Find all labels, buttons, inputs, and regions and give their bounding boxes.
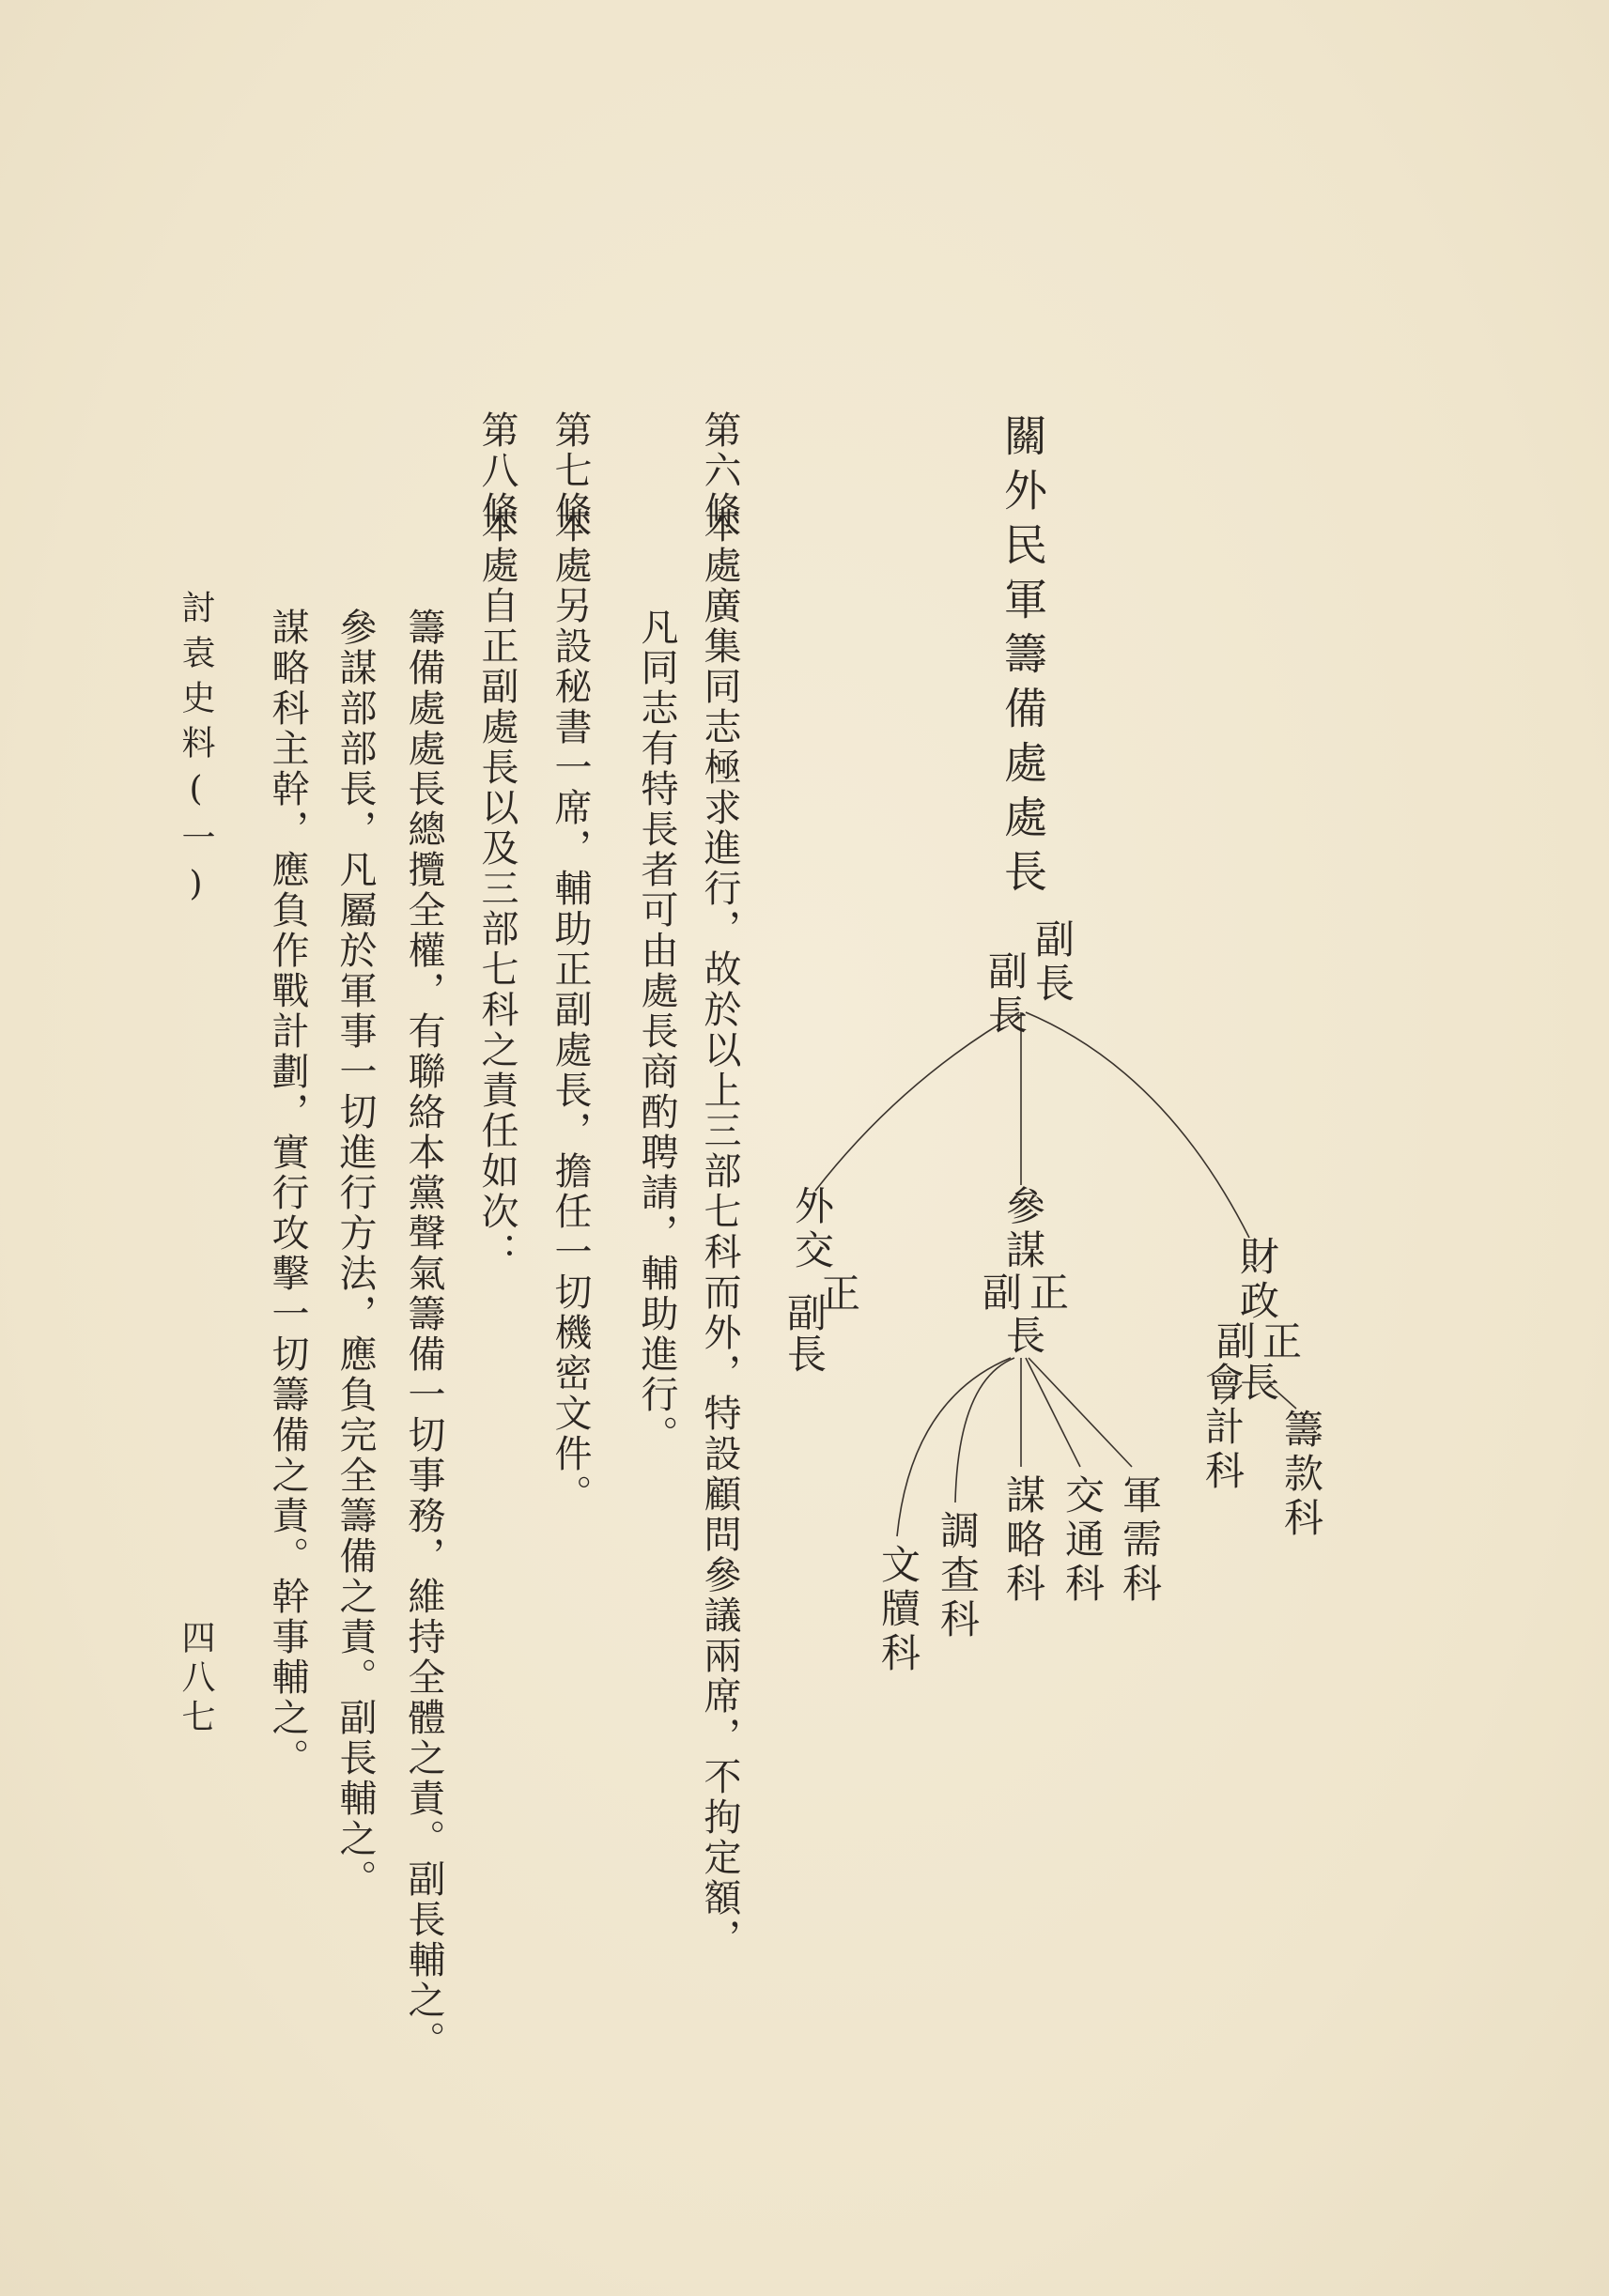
dept-finance-name: 財政 <box>1234 1236 1280 1324</box>
line-to-jiaotong <box>1026 1358 1080 1467</box>
dept-staff-fu: 副 <box>977 1271 1023 1316</box>
section-moulue: 謀略科 <box>1000 1474 1046 1607</box>
book-title: 討袁史料(一) <box>177 590 215 915</box>
article-6-heading: 第六條 <box>698 410 741 532</box>
article-8-heading: 第八條 <box>475 410 518 532</box>
dept-staff-zheng: 正 <box>1024 1271 1070 1316</box>
line-to-foreign <box>815 1012 1019 1191</box>
section-junxu: 軍需科 <box>1117 1474 1163 1607</box>
article-8-line-4: 謀略科主幹，應負作戰計劃，實行攻擊一切籌備之責。幹事輔之。 <box>266 608 309 1779</box>
dept-finance-fu: 副 <box>1211 1320 1257 1364</box>
article-7-heading: 第七條 <box>549 410 592 532</box>
section-wendu: 文牘科 <box>875 1544 921 1676</box>
article-6-line-2: 凡同志有特長者可由處長商酌聘請，輔助進行。 <box>635 608 678 1456</box>
dept-foreign-fu: 副 <box>781 1292 828 1336</box>
dept-finance-zhang: 長 <box>1234 1362 1280 1406</box>
section-diaocha: 調查科 <box>935 1510 981 1642</box>
article-8-line-2: 籌備處處長總攬全權，有聯絡本黨聲氣籌備一切事務，維持全體之責。副長輔之。 <box>402 608 445 2061</box>
dept-foreign-zhang: 長 <box>781 1333 828 1378</box>
line-to-finance <box>1026 1012 1249 1238</box>
article-7-line-1: 本處另設秘書一席，輔助正副處長，擔任一切機密文件。 <box>549 505 592 1515</box>
article-8-line-1: 本處自正副處長以及三部七科之責任如次： <box>475 505 518 1272</box>
section-jiaotong: 交通科 <box>1060 1474 1106 1607</box>
dept-staff-name: 參謀 <box>1000 1185 1046 1273</box>
dept-finance-zheng: 正 <box>1257 1320 1303 1364</box>
dept-foreign-zheng: 正 <box>815 1272 861 1317</box>
section-kuaiji: 會計科 <box>1199 1362 1245 1494</box>
deputy-right: 副長 <box>1029 918 1075 1007</box>
article-8-line-3: 參謀部部長，凡屬於軍事一切進行方法，應負完全籌備之責。副長輔之。 <box>333 608 377 1900</box>
chart-title: 關外民軍籌備處處長 <box>998 413 1048 903</box>
article-6-line-1: 本處廣集同志極求進行，故於以上三部七科而外，特設顧問參議兩席，不拘定額， <box>698 505 741 1959</box>
page-number: 四八七 <box>177 1620 215 1738</box>
dept-staff-zhang: 長 <box>1000 1315 1046 1359</box>
line-to-junxu <box>1029 1358 1132 1467</box>
dept-foreign-name: 外交 <box>789 1185 835 1273</box>
deputy-left: 副長 <box>982 950 1029 1039</box>
section-choukuan: 籌款科 <box>1278 1409 1324 1541</box>
